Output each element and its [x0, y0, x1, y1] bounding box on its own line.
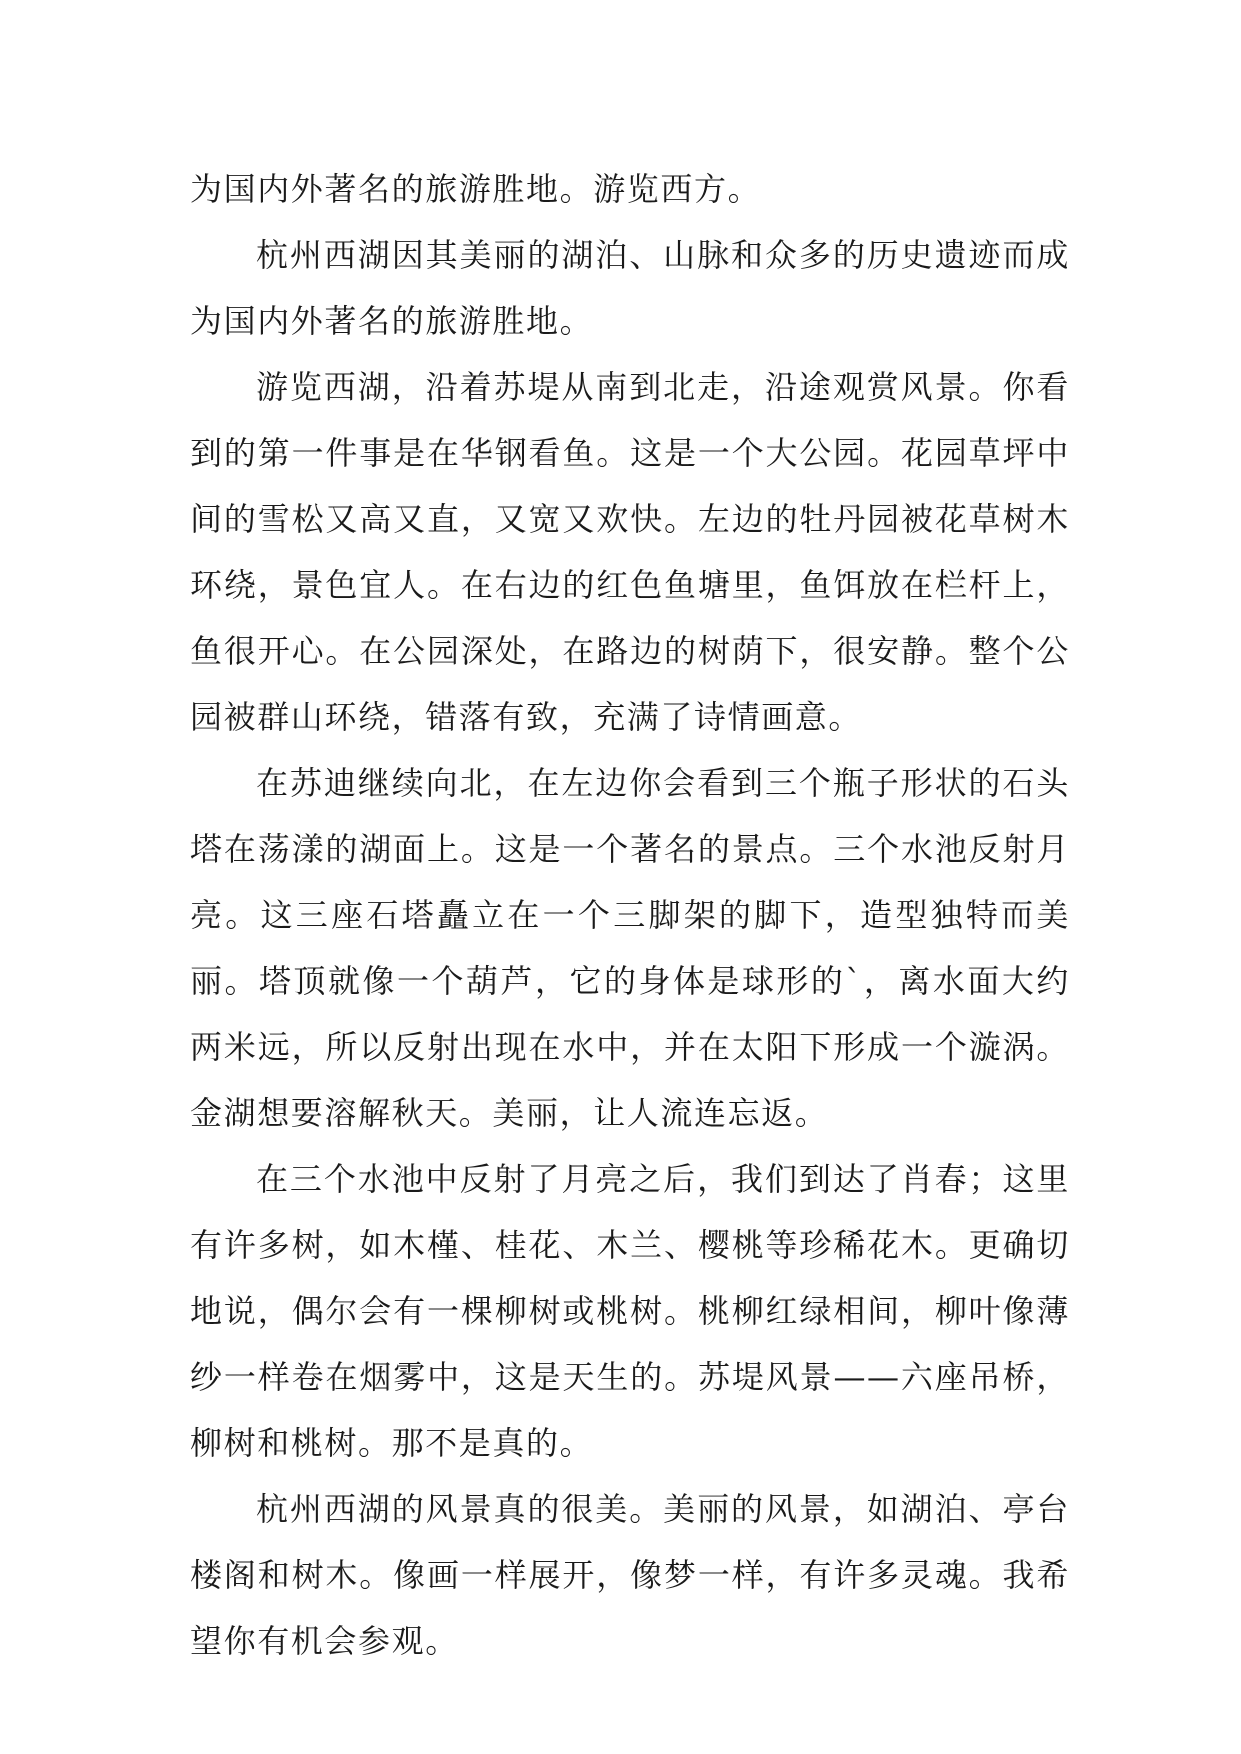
paragraph-6: 杭州西湖的风景真的很美。美丽的风景，如湖泊、亭台楼阁和树木。像画一样展开，像梦一样，有许多灵魂。我希望你有机会参观。 [190, 1490, 1070, 1660]
paragraph-5: 在三个水池中反射了月亮之后，我们到达了肖春；这里有许多树，如木槿、桂花、木兰、樱桃等珍稀花木。更确切地说，偶尔会有一棵柳树或桃树。桃柳红绿相间，柳叶像薄纱一样卷在烟雾中，这是天生的。苏堤风景——六座吊桥，柳树和桃树。那不是真的。 [190, 1160, 1070, 1462]
document-page [190, 156, 1070, 1674]
paragraph-1: 为国内外著名的旅游胜地。游览西方。 [190, 170, 762, 208]
paragraph-4: 在苏迪继续向北，在左边你会看到三个瓶子形状的石头塔在荡漾的湖面上。这是一个著名的景点。三个水池反射月亮。这三座石塔矗立在一个三脚架的脚下，造型独特而美丽。塔顶就像一个葫芦，它的身体是球形的`，离水面大约两米远，所以反射出现在水中，并在太阳下形成一个漩涡。金湖想要溶解秋天。美丽，让人流连忘返。 [190, 764, 1070, 1132]
paragraph-2: 杭州西湖因其美丽的湖泊、山脉和众多的历史遗迹而成为国内外著名的旅游胜地。 [190, 236, 1070, 340]
paragraph-3: 游览西湖，沿着苏堤从南到北走，沿途观赏风景。你看到的第一件事是在华钢看鱼。这是一个大公园。花园草坪中间的雪松又高又直，又宽又欢快。左边的牡丹园被花草树木环绕，景色宜人。在右边的红色鱼塘里，鱼饵放在栏杆上，鱼很开心。在公园深处，在路边的树荫下，很安静。整个公园被群山环绕，错落有致，充满了诗情画意。 [190, 368, 1070, 736]
